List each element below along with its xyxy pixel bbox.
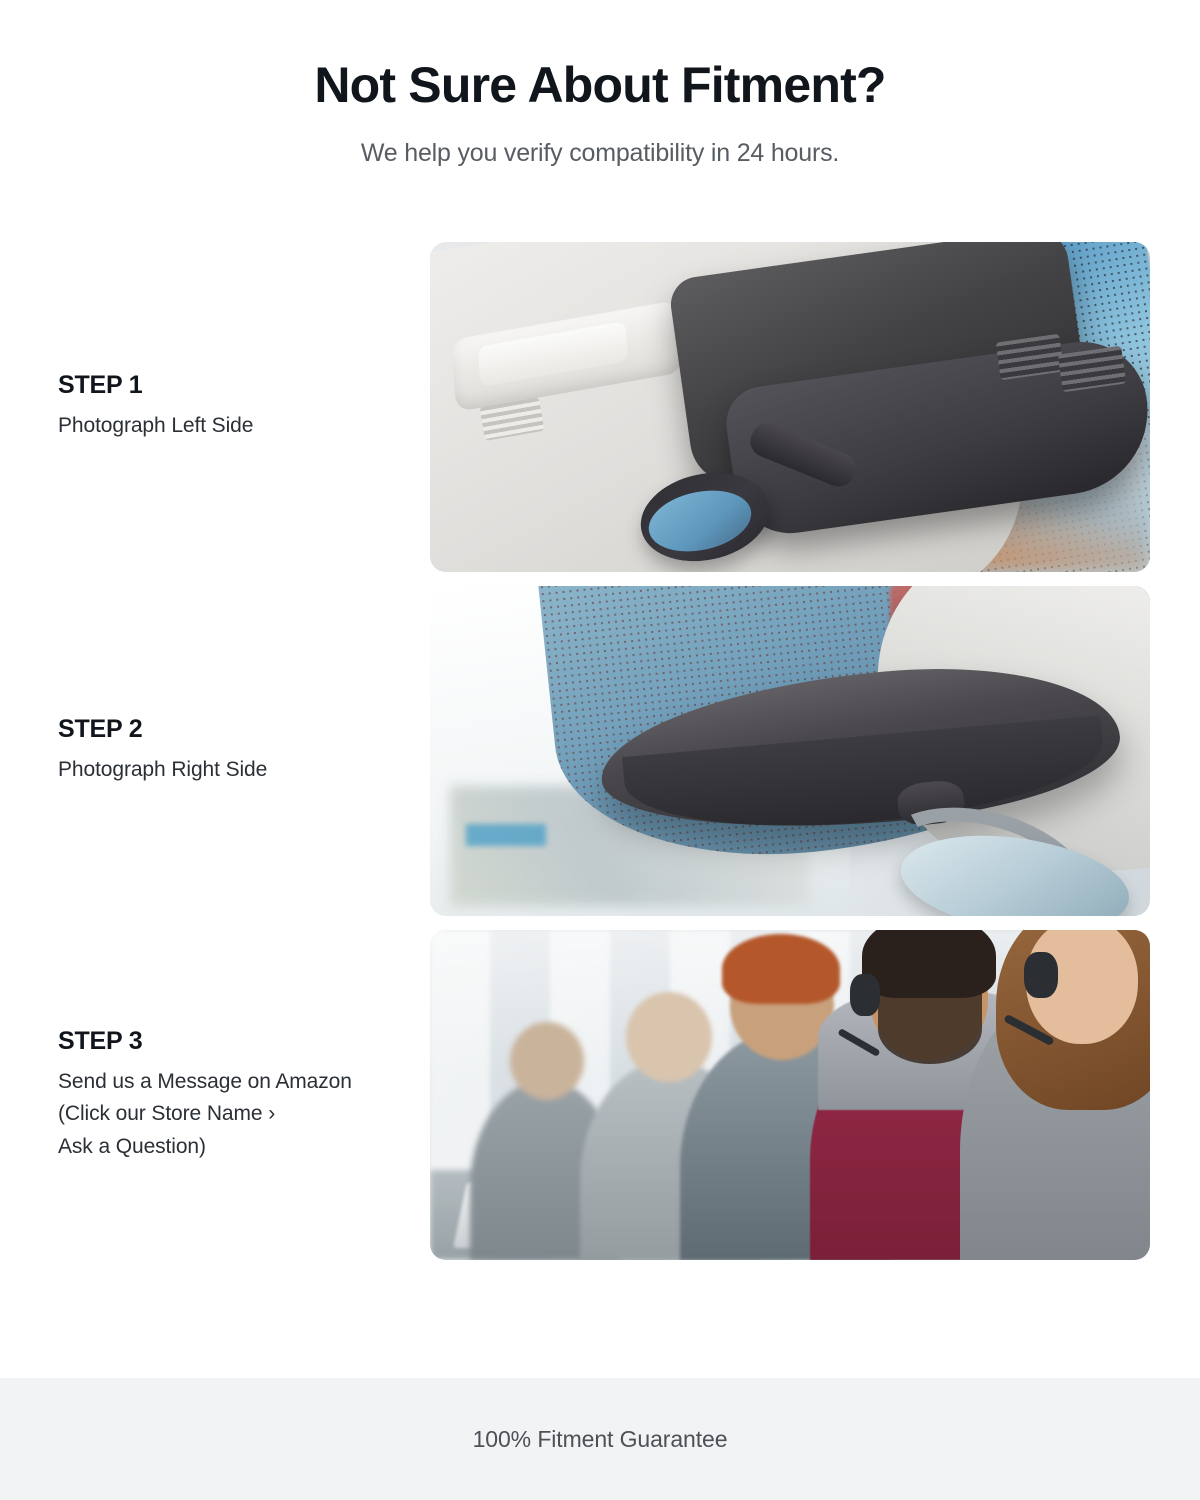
step-row	[0, 930, 1200, 1260]
step-1-label: STEP 1	[58, 371, 143, 400]
step-row	[0, 586, 1200, 916]
agent-4-headset-earcup	[850, 974, 880, 1016]
step-3-description-line1: Send us a Message on Amazon	[58, 1069, 352, 1093]
header	[0, 0, 1200, 168]
fitment-guarantee-text: 100% Fitment Guarantee	[472, 1425, 728, 1452]
page-title: Not Sure About Fitment?	[314, 57, 886, 113]
step-row	[0, 242, 1200, 572]
agent-1-head	[510, 1022, 584, 1100]
step-3-description-line2: (Click our Store Name ›	[58, 1102, 276, 1126]
footer-banner	[0, 1378, 1200, 1500]
step-3-description-line3: Ask a Question)	[58, 1134, 206, 1158]
agent-4-beard	[878, 994, 982, 1064]
step-2-label: STEP 2	[58, 715, 143, 744]
step-2-text	[0, 715, 430, 787]
agent-3-hair	[722, 934, 840, 1004]
steps-list	[0, 242, 1200, 1260]
step-3-text	[0, 1027, 430, 1164]
agent-2-head	[626, 992, 712, 1082]
step-3-description	[58, 1066, 430, 1164]
windshield-left-side-photo	[430, 242, 1150, 572]
step-2-description: Photograph Right Side	[58, 758, 268, 782]
windshield-right-side-photo	[430, 586, 1150, 916]
page-subtitle: We help you verify compatibility in 24 hours.	[360, 139, 840, 167]
step-1-text	[0, 371, 430, 443]
background-sign-blur	[466, 824, 546, 846]
agent-5-headset-earcup	[1024, 952, 1058, 998]
support-team-photo	[430, 930, 1150, 1260]
step-3-label: STEP 3	[58, 1026, 143, 1055]
step-1-description: Photograph Left Side	[58, 414, 254, 438]
